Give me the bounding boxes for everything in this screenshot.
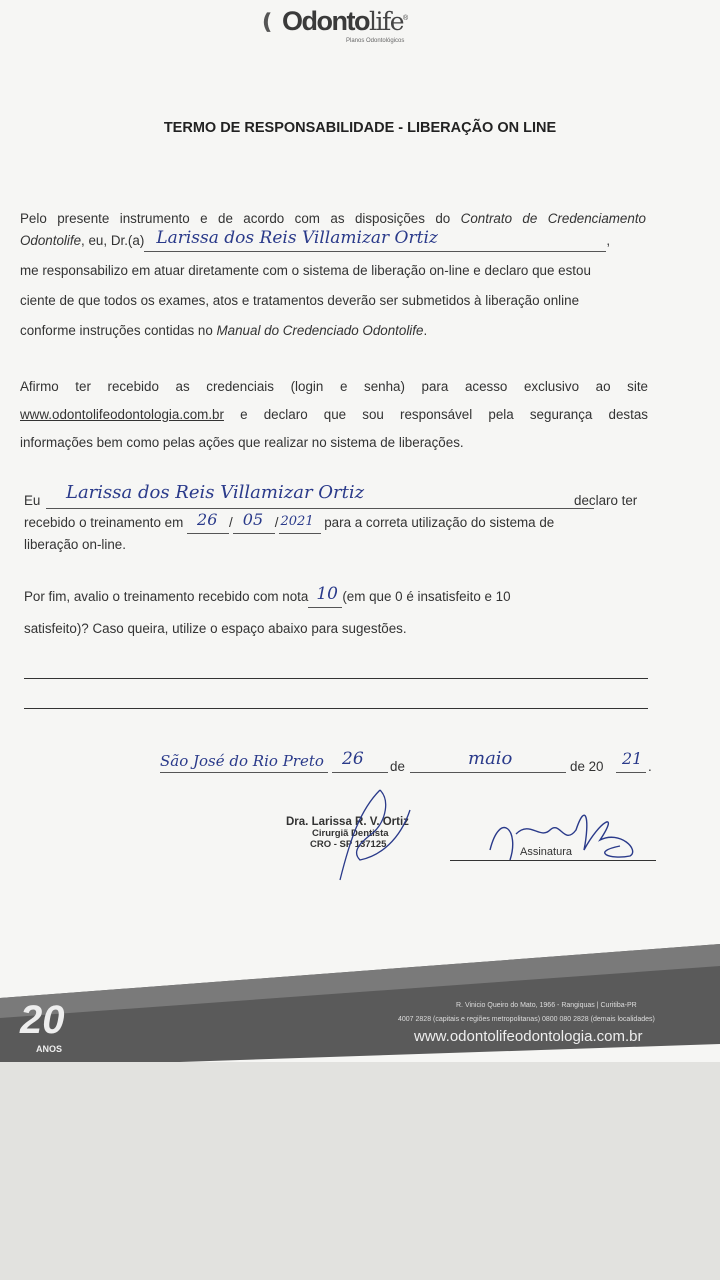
- paragraph-3: Eu Larissa dos Reis Villamizar Ortiz declaro ter recebido o treinamento em 26 / 05 / 2021 para a correta utilização do sistema de liberação on-line.: [24, 482, 638, 552]
- handwritten-date-day: 26: [342, 749, 364, 769]
- document-title: TERMO DE RESPONSABILIDADE - LIBERAÇÃO ON LINE: [163, 120, 557, 136]
- footer-address: R. Vinicio Queiro do Mato, 1966 - Rangiquas | Curitiba-PR: [456, 1002, 637, 1009]
- handwritten-score: 10: [316, 584, 338, 604]
- handwritten-month: 05: [242, 510, 264, 529]
- date-line: São José do Rio Preto 26 de maio de 20 21 .: [160, 748, 652, 774]
- handwritten-day: 26: [197, 510, 218, 529]
- handwritten-date-year: 21: [622, 749, 643, 768]
- background-surface: [0, 1062, 720, 1280]
- paragraph-1: Pelo presente instrumento e de acordo com as disposições do Contrato de Credenciamento Odontolife, eu, Dr.(a) Larissa dos Reis Villamizar Ortiz , me responsabilizo em atuar diretamente com o sistema de liberação on-line e declaro que estou ciente de que todos os exames, atos e tratamentos deverão ser submetidos à liberação online conforme instruções contidas no Manual do Credenciado Odontolife.: [20, 211, 646, 338]
- paragraph-4: Por fim, avalio o treinamento recebido com nota 10 (em que 0 é insatisfeito e 10 satisfeito)? Caso queira, utilize o espaço abaixo para sugestões.: [24, 584, 511, 636]
- handwritten-city: São José do Rio Preto: [160, 752, 324, 770]
- handwritten-year: 2021: [280, 514, 314, 529]
- suggestion-line-2[interactable]: [24, 708, 648, 709]
- signature-label: Assinatura: [520, 846, 572, 858]
- logo-mark-icon: ❪: [258, 10, 277, 35]
- logo-tagline: Planos Odontológicos: [346, 38, 405, 44]
- odontolife-logo: [258, 4, 418, 44]
- suggestion-line-1[interactable]: [24, 678, 648, 679]
- logo-wordmark: Odontolife®: [282, 6, 407, 36]
- handwritten-date-month: maio: [468, 748, 513, 769]
- handwritten-name-2: Larissa dos Reis Villamizar Ortiz: [66, 482, 365, 503]
- professional-stamp: Dra. Larissa R. V. Ortiz Cirurgiã Dentista CRO - SP 137125: [286, 816, 409, 850]
- anniversary-badge: 20 ANOS: [20, 998, 65, 1054]
- footer-site[interactable]: www.odontolifeodontologia.com.br: [414, 1028, 643, 1045]
- handwritten-name: Larissa dos Reis Villamizar Ortiz: [156, 228, 438, 248]
- handwritten-signature: [480, 790, 660, 870]
- footer-phone: 4007 2828 (capitais e regiões metropolitanas) 0800 080 2828 (demais localidades): [398, 1016, 655, 1023]
- paragraph-2: Afirmo ter recebido as credenciais (login e senha) para acesso exclusivo ao site www.odontolifeodontologia.com.br e declaro que sou responsável pela segurança destas informações bem como pelas ações que realizar no sistema de liberações.: [20, 379, 648, 450]
- stamp-signature-scribble: [320, 780, 430, 896]
- footer-band: [0, 930, 720, 1068]
- site-link[interactable]: www.odontolifeodontologia.com.br: [20, 407, 224, 422]
